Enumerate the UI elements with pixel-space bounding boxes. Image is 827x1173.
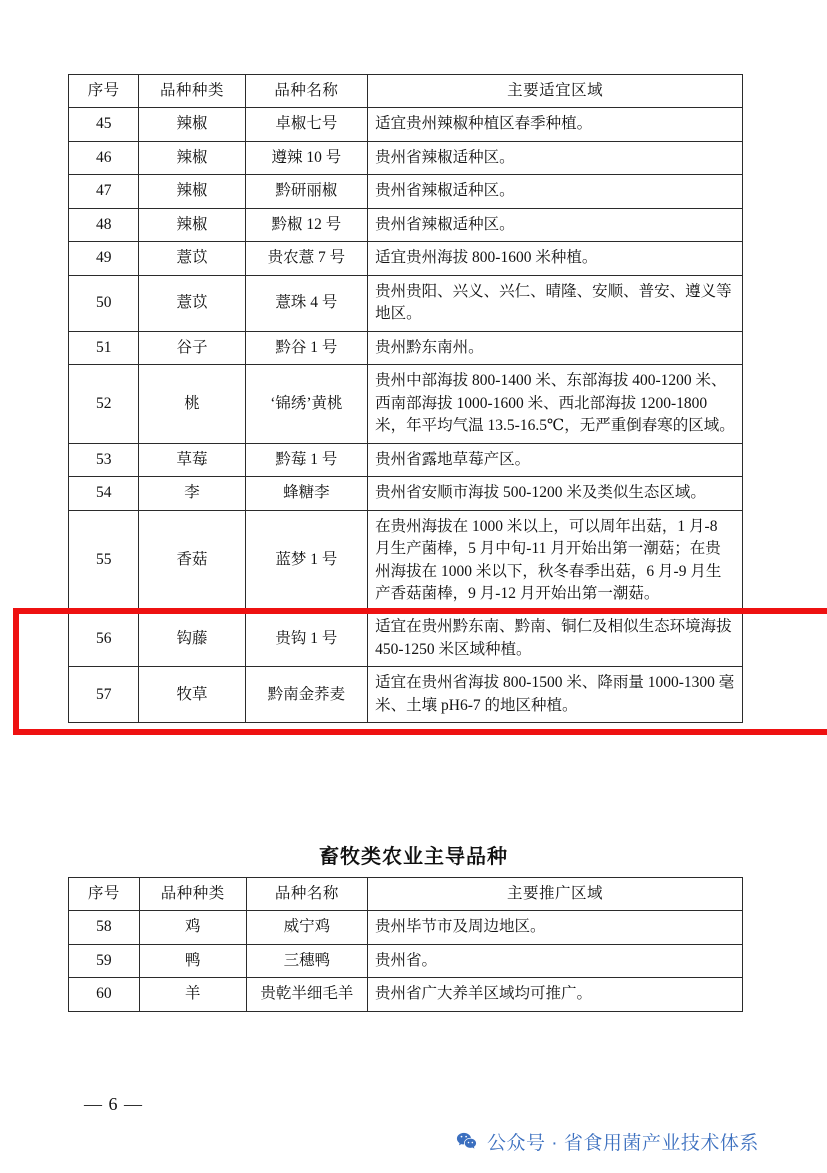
cell-name: 蜂糖李 bbox=[245, 477, 368, 510]
cell-area: 贵州贵阳、兴义、兴仁、晴隆、安顺、普安、遵义等地区。 bbox=[368, 275, 743, 331]
cell-area: 适宜贵州海拔 800-1600 米种植。 bbox=[368, 242, 743, 275]
table-row bbox=[69, 944, 743, 977]
cell-no: 53 bbox=[69, 443, 139, 476]
cell-kind: 桃 bbox=[139, 365, 245, 443]
cell-name: 贵钩 1 号 bbox=[245, 611, 368, 667]
cell-area: 适宜贵州辣椒种植区春季种植。 bbox=[368, 108, 743, 141]
cell-kind: 羊 bbox=[139, 978, 246, 1011]
footer-brand-text: 公众号 · 省食用菌产业技术体系 bbox=[487, 1133, 759, 1154]
livestock-varieties-table-wrapper bbox=[68, 877, 743, 1012]
header-cell-kind: 品种种类 bbox=[139, 878, 246, 911]
table-row bbox=[69, 477, 743, 510]
header-cell-no: 序号 bbox=[69, 878, 140, 911]
cell-name: 蓝梦 1 号 bbox=[245, 510, 368, 611]
cell-area: 贵州省广大养羊区域均可推广。 bbox=[368, 978, 743, 1011]
cell-area: 贵州省辣椒适种区。 bbox=[368, 141, 743, 174]
table-row bbox=[69, 208, 743, 241]
header-cell-name: 品种名称 bbox=[245, 75, 368, 108]
cell-area: 贵州省露地草莓产区。 bbox=[368, 443, 743, 476]
cell-name: 黔研丽椒 bbox=[245, 175, 368, 208]
section-title: 畜牧类农业主导品种 bbox=[319, 846, 508, 868]
cell-kind: 鸡 bbox=[139, 911, 246, 944]
cell-area: 适宜在贵州省海拔 800-1500 米、降雨量 1000-1300 毫米、土壤 pH6-7 的地区种植。 bbox=[368, 667, 743, 723]
cell-area: 贵州省辣椒适种区。 bbox=[368, 208, 743, 241]
cell-no: 46 bbox=[69, 141, 139, 174]
cell-kind: 香菇 bbox=[139, 510, 245, 611]
cell-name: 黔谷 1 号 bbox=[245, 331, 368, 364]
cell-no: 48 bbox=[69, 208, 139, 241]
cell-no: 59 bbox=[69, 944, 140, 977]
cell-name: 黔莓 1 号 bbox=[245, 443, 368, 476]
table-row bbox=[69, 275, 743, 331]
cell-area: 贵州省。 bbox=[368, 944, 743, 977]
cell-kind: 李 bbox=[139, 477, 245, 510]
cell-kind: 谷子 bbox=[139, 331, 245, 364]
cell-name: 三穗鸭 bbox=[246, 944, 367, 977]
cell-kind: 辣椒 bbox=[139, 108, 245, 141]
cell-name: 贵农薏 7 号 bbox=[245, 242, 368, 275]
cell-area: 贵州省辣椒适种区。 bbox=[368, 175, 743, 208]
footer-brand bbox=[455, 1128, 759, 1155]
table-header-row bbox=[69, 878, 743, 911]
cell-no: 56 bbox=[69, 611, 139, 667]
cell-no: 58 bbox=[69, 911, 140, 944]
cell-area: 贵州省安顺市海拔 500-1200 米及类似生态区域。 bbox=[368, 477, 743, 510]
cell-no: 52 bbox=[69, 365, 139, 443]
header-cell-name: 品种名称 bbox=[246, 878, 367, 911]
cell-area: 贵州毕节市及周边地区。 bbox=[368, 911, 743, 944]
table-row bbox=[69, 667, 743, 723]
cell-name: 黔椒 12 号 bbox=[245, 208, 368, 241]
cell-area: 适宜在贵州黔东南、黔南、铜仁及相似生态环境海拔 450-1250 米区域种植。 bbox=[368, 611, 743, 667]
page-number: — 6 — bbox=[84, 1094, 143, 1114]
cell-no: 49 bbox=[69, 242, 139, 275]
table-row bbox=[69, 141, 743, 174]
crop-varieties-table-wrapper bbox=[68, 74, 743, 723]
table-row-highlighted bbox=[69, 510, 743, 611]
header-cell-kind: 品种种类 bbox=[139, 75, 245, 108]
table-row bbox=[69, 242, 743, 275]
cell-kind: 鸭 bbox=[139, 944, 246, 977]
table-row bbox=[69, 365, 743, 443]
header-cell-no: 序号 bbox=[69, 75, 139, 108]
cell-no: 45 bbox=[69, 108, 139, 141]
cell-name: 威宁鸡 bbox=[246, 911, 367, 944]
cell-no: 54 bbox=[69, 477, 139, 510]
livestock-varieties-table bbox=[68, 877, 743, 1012]
table-row bbox=[69, 978, 743, 1011]
cell-kind: 辣椒 bbox=[139, 175, 245, 208]
cell-kind: 辣椒 bbox=[139, 141, 245, 174]
table-row bbox=[69, 331, 743, 364]
cell-kind: 辣椒 bbox=[139, 208, 245, 241]
table-header-row bbox=[69, 75, 743, 108]
table-row bbox=[69, 443, 743, 476]
cell-area: 贵州黔东南州。 bbox=[368, 331, 743, 364]
header-cell-area: 主要推广区域 bbox=[368, 878, 743, 911]
cell-kind: 草莓 bbox=[139, 443, 245, 476]
wechat-icon bbox=[455, 1130, 478, 1153]
cell-no: 57 bbox=[69, 667, 139, 723]
cell-name: 卓椒七号 bbox=[245, 108, 368, 141]
table-row bbox=[69, 175, 743, 208]
cell-kind: 薏苡 bbox=[139, 275, 245, 331]
cell-kind: 薏苡 bbox=[139, 242, 245, 275]
cell-no: 55 bbox=[69, 510, 139, 611]
table-row bbox=[69, 911, 743, 944]
crop-varieties-table bbox=[68, 74, 743, 723]
cell-no: 47 bbox=[69, 175, 139, 208]
cell-kind: 钩藤 bbox=[139, 611, 245, 667]
cell-name: 薏珠 4 号 bbox=[245, 275, 368, 331]
cell-name: 黔南金荞麦 bbox=[245, 667, 368, 723]
cell-name: 遵辣 10 号 bbox=[245, 141, 368, 174]
table-row bbox=[69, 108, 743, 141]
cell-no: 50 bbox=[69, 275, 139, 331]
cell-kind: 牧草 bbox=[139, 667, 245, 723]
header-cell-area: 主要适宜区域 bbox=[368, 75, 743, 108]
cell-name: 贵乾半细毛羊 bbox=[246, 978, 367, 1011]
cell-area: 在贵州海拔在 1000 米以上，可以周年出菇，1 月-8 月生产菌棒，5 月中旬-11 月开始出第一潮菇；在贵州海拔在 1000 米以下，秋冬春季出菇，6 月-9 月生产香菇菌棒，9 月-12 月开始出第一潮菇。 bbox=[368, 510, 743, 611]
cell-no: 60 bbox=[69, 978, 140, 1011]
cell-no: 51 bbox=[69, 331, 139, 364]
cell-name: ‘锦绣’黄桃 bbox=[245, 365, 368, 443]
cell-area: 贵州中部海拔 800-1400 米、东部海拔 400-1200 米、西南部海拔 1000-1600 米、西北部海拔 1200-1800 米，年平均气温 13.5-16.5℃，无严重倒春寒的区域。 bbox=[368, 365, 743, 443]
table-row bbox=[69, 611, 743, 667]
